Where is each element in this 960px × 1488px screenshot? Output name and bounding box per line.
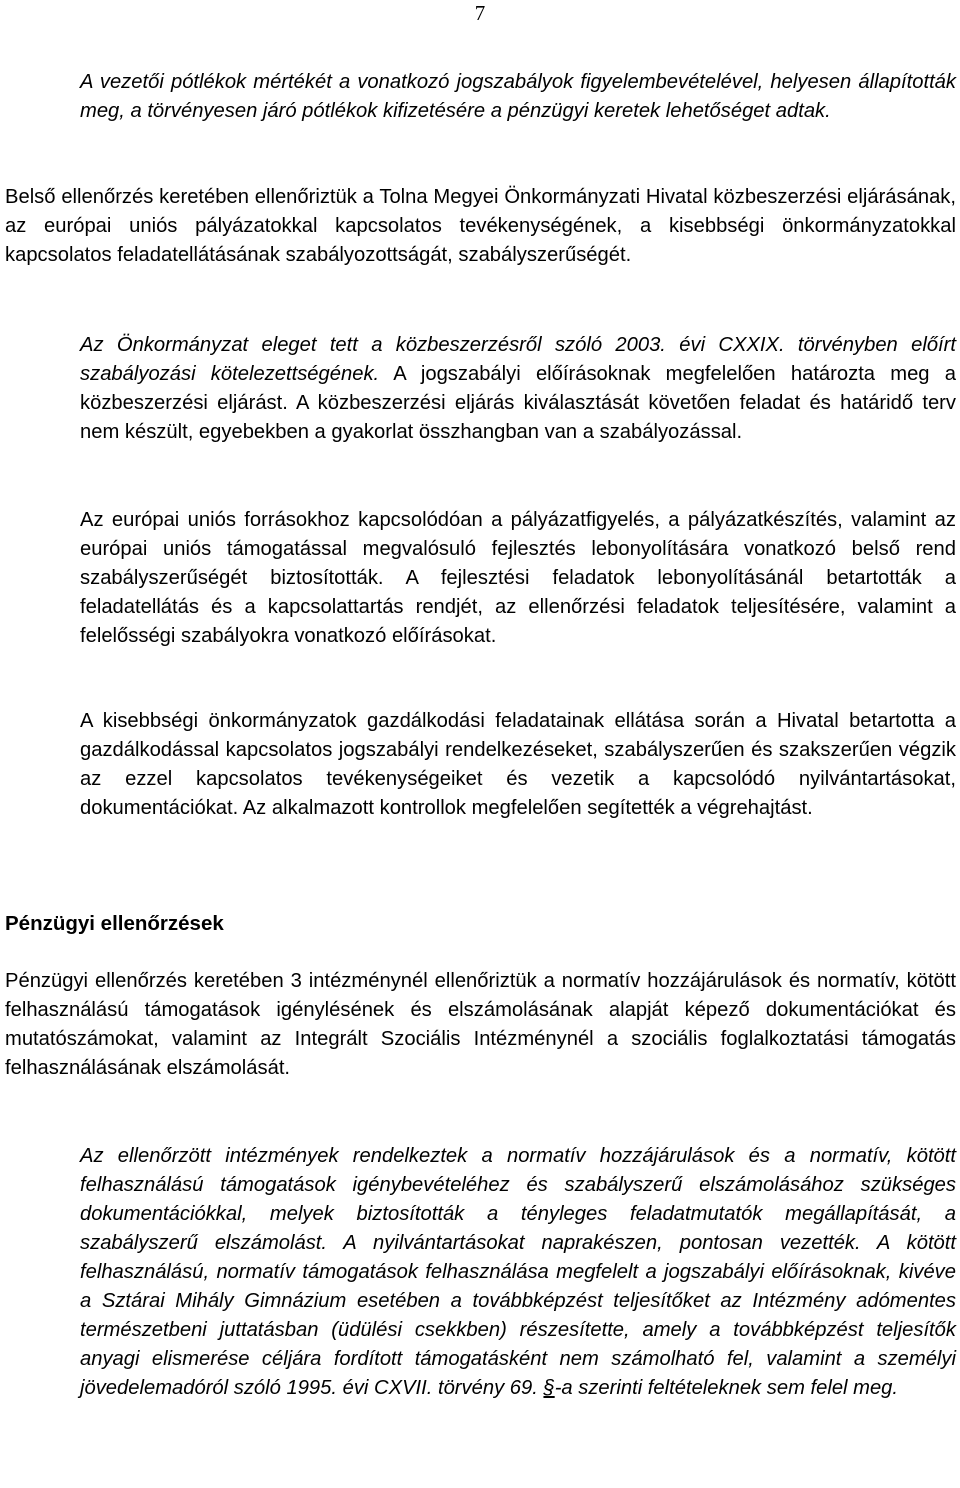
paragraph-eu-funds: Az európai uniós forrásokhoz kapcsolódóan a pályázatfigyelés, a pályázatkészítés, valamint az európai uniós támogatással megvalósuló fejlesztés lebonyolítására vonatkozó belső rend szabályszerűségét biztosították. A fejlesztési feladatok lebonyolításánál betartották a feladatellátás és a kapcsolattartás rendjét, az ellenőrzési feladatok teljesítésére, valamint a felelősségi szabályokra vonatkozó előírásokat. [80, 509, 956, 647]
paragraph-financial-audit-scope: Pénzügyi ellenőrzés keretében 3 intézménynél ellenőriztük a normatív hozzájárulások és normatív, kötött felhasználású támogatások igénylésének és elszámolásának alapját képező dokumentációkat és mutatószámokat, valamint az Integrált Szociális Intézménynél a szociális foglalkoztatási támogatás felhasználásának elszámolását. [5, 970, 956, 1079]
paragraph-internal-audit-scope: Belső ellenőrzés keretében ellenőriztük a Tolna Megyei Önkormányzati Hivatal közbeszerzési eljárásának, az európai uniós pályázatokkal kapcsolatos tevékenységének, a kisebbségi önkormányzatokkal kapcsolatos feladatellátásának szabályozottságát, szabályszerűségét. [5, 186, 956, 266]
page-number: 7 [474, 1, 486, 25]
paragraph-audited-institutions [80, 1142, 956, 1403]
procurement-compliance-italic: Az Önkormányzat eleget tett a közbeszerzésről szóló 2003. évi CXXIX. törvényben előírt szabályozási kötelezettségének. [80, 334, 956, 385]
audited-institutions-end: -a szerinti feltételeknek sem felel meg. [554, 1377, 899, 1399]
procurement-compliance-rest: A jogszabályi előírásoknak megfelelően határozta meg a közbeszerzési eljárást. A közbeszerzési eljárás kiválasztását követően feladat és határidő terv nem készült, egyebekben a gyakorlat összhangban van a szabályozással. [80, 363, 956, 443]
paragraph-executive-allowances: A vezetői pótlékok mértékét a vonatkozó jogszabályok figyelembevételével, helyesen állapították meg, a törvényesen járó pótlékok kifizetésére a pénzügyi keretek lehetőséget adtak. [80, 71, 956, 122]
paragraph-minority-governments: A kisebbségi önkormányzatok gazdálkodási feladatainak ellátása során a Hivatal betartotta a gazdálkodással kapcsolatos jogszabályi rendelkezéseket, szabályszerűen és szakszerűen végzik az ezzel kapcsolatos tevékenységeiket és vezetik a kapcsolódó nyilvántartásokat, dokumentációkat. Az alkalmazott kontrollok megfelelően segítették a végrehajtást. [80, 710, 956, 819]
section-heading-financial-audits: Pénzügyi ellenőrzések [5, 912, 224, 935]
audited-institutions-text: Az ellenőrzött intézmények rendelkeztek a normatív hozzájárulások és a normatív, kötött felhasználású támogatások igénybevételéhez és szabályszerű elszámolásához szükséges dokumentációkkal, melyek biztosították a tényleges feladatmutatók megállapítását, a szabályszerű elszámolást. A nyilvántartásokat naprakészen, pontosan vezették. A kötött felhasználású, normatív támogatások felhasználása megfelelt a jogszabályi előírásoknak, kivéve a Sztárai Mihály Gimnázium esetében a továbbképzést teljesítőket az Intézmény adómentes természetbeni juttatásban (üdülési csekkben) részesítette, amely a továbbképzést teljesítők anyagi elismerése céljára fordított támogatásként nem számolható fel, valamint a személyi jövedelemadóról szóló 1995. évi CXVII. törvény 69. [80, 1145, 956, 1399]
paragraph-public-procurement [80, 331, 956, 447]
section-sign-underlined: § [543, 1377, 555, 1399]
